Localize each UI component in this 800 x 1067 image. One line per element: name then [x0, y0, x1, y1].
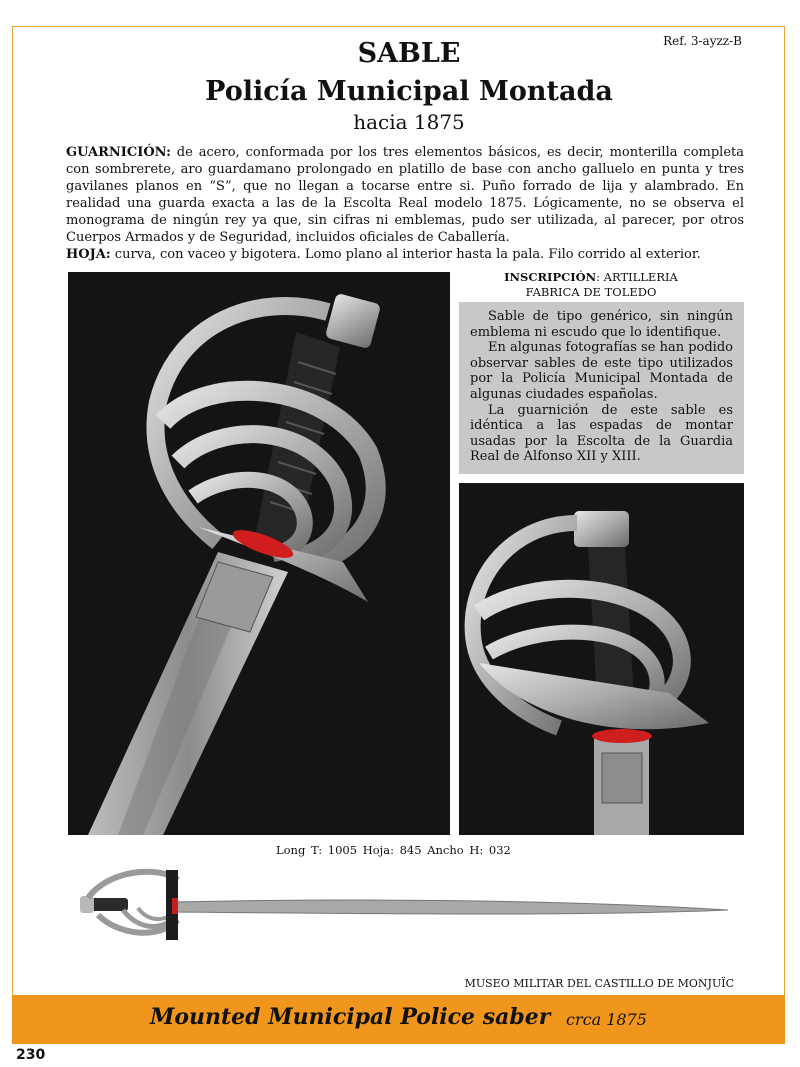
- english-year: crca 1875: [566, 1010, 647, 1029]
- hilt-detail-photo: [459, 483, 744, 835]
- hilt-photo: [68, 272, 450, 835]
- dimensions: Long T: 1005 Hoja: 845 Ancho H: 032: [276, 843, 511, 857]
- guarnicion-label: GUARNICIÓN:: [66, 145, 171, 160]
- inscription-text-2: FABRICA DE TOLEDO: [525, 285, 657, 299]
- note-paragraph-2: En algunas fotografías se han podido observar sables de este tipo utilizados por la Policía Municipal Montada de algunas ciudades españolas.: [470, 340, 733, 402]
- page-title: SABLE: [357, 38, 461, 69]
- inscription: [456, 270, 726, 300]
- description: [66, 144, 744, 263]
- english-title: Mounted Municipal Police saber: [150, 1004, 551, 1030]
- hoja-paragraph: [66, 246, 744, 263]
- reference-code: Ref. 3-ayzz-B: [663, 34, 742, 48]
- page-number: 230: [16, 1047, 46, 1063]
- page-date: hacia 1875: [353, 110, 465, 134]
- full-saber-illustration: [68, 860, 738, 948]
- note-box: [459, 302, 744, 474]
- inscription-text-1: : ARTILLERIA: [596, 270, 678, 284]
- page-subtitle: Policía Municipal Montada: [205, 76, 613, 107]
- guarnicion-paragraph: [66, 144, 744, 246]
- hoja-label: HOJA:: [66, 247, 111, 262]
- museum-credit: MUSEO MILITAR DEL CASTILLO DE MONJUÏC: [464, 977, 734, 990]
- note-paragraph-3: La guarnición de este sable es idéntica a las espadas de montar usadas por la Escolta de la Guardia Real de Alfonso XII y XIII.: [470, 402, 733, 465]
- hilt-illustration: [68, 272, 450, 835]
- hilt-detail-illustration: [459, 483, 744, 835]
- guarnicion-text: de acero, conformada por los tres elementos básicos, es decir, monterilla completa con sombrerete, aro guardamano prolongado en platillo de base con ancho galluelo en punta y tres gavilanes planos en “S”, que no llegan a tocarse entre si. Puño forrado de lija y alambrado. En realidad una guarda exacta a las de la Escolta Real modelo 1875. Lógicamente, no se observa el monograma de ningún rey ya que, sin cifras ni emblemas, pudo ser utilizada, al parecer, por otros Cuerpos Armados y de Seguridad, incluidos oficiales de Caballería.: [66, 145, 744, 245]
- hoja-text: curva, con vaceo y bigotera. Lomo plano al interior hasta la pala. Filo corrido al exterior.: [110, 247, 701, 262]
- inscription-line-1: [456, 270, 726, 285]
- note-paragraph-1: Sable de tipo genérico, sin ningún emblema ni escudo que lo identifique.: [470, 309, 733, 340]
- inscription-label: INSCRIPCIÓN: [504, 270, 597, 284]
